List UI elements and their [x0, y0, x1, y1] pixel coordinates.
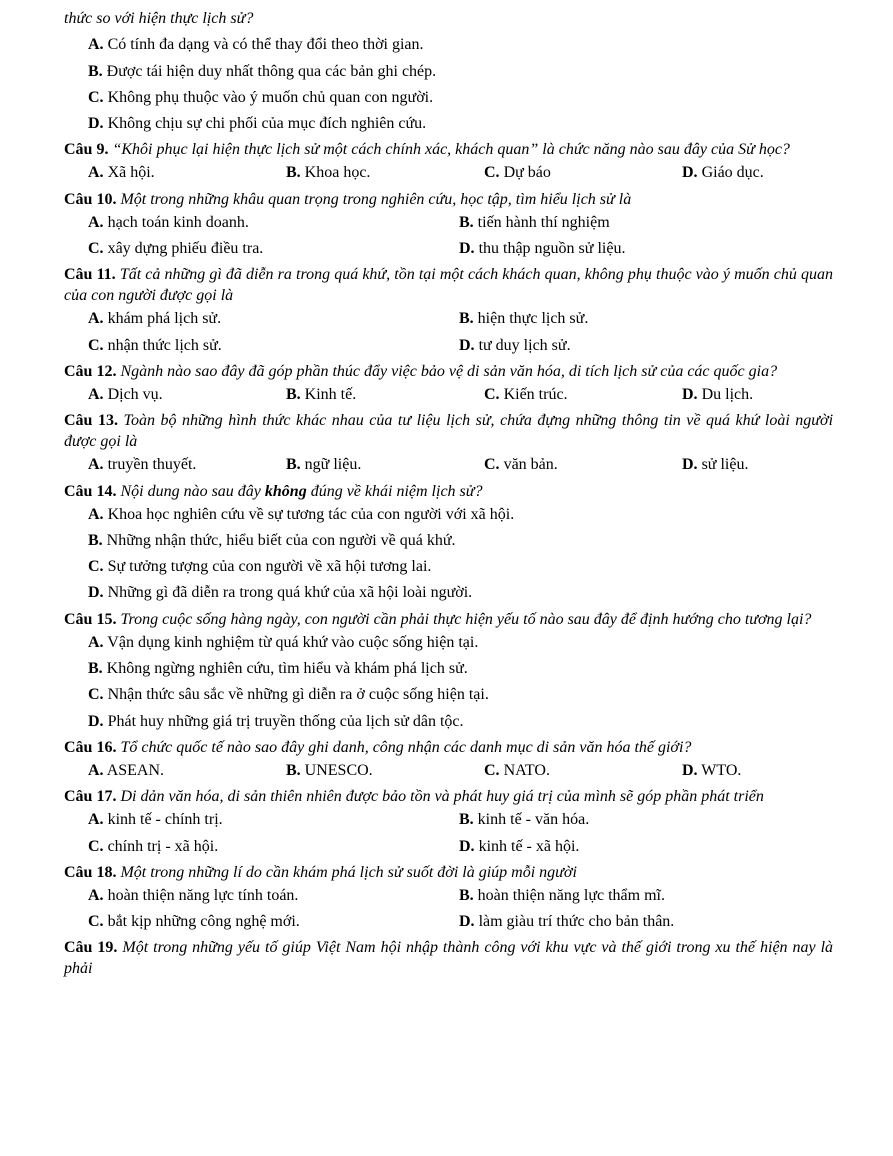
question-stem: [64, 410, 833, 452]
question-block: [64, 609, 833, 735]
options: [64, 306, 833, 359]
question-text: Một trong những lí do cần khám phá lịch sử suốt đời là giúp mỗi người: [120, 863, 577, 881]
option-row: [88, 382, 833, 408]
continuation-block: [64, 6, 833, 137]
option-a: A. Dịch vụ.: [88, 385, 163, 403]
option-b: B. Được tái hiện duy nhất thông qua các bản ghi chép.: [88, 62, 437, 80]
option-c: C. chính trị - xã hội.: [88, 837, 219, 855]
option-d: D. kinh tế - xã hội.: [459, 837, 580, 855]
option-a: A. khám phá lịch sử.: [88, 310, 222, 328]
option-row: [88, 758, 833, 784]
question-text: Tổ chức quốc tế nào sao đây ghi danh, công nhận các danh mục di sản văn hóa thế giới?: [120, 738, 692, 756]
question-text: Một trong những yếu tố giúp Việt Nam hội nhập thành công với khu vực và thế giới trong xu thế hiện nay là phải: [64, 939, 834, 978]
option-a: A. ASEAN.: [88, 761, 165, 779]
option-d: D. Du lịch.: [682, 385, 754, 403]
option-row: [88, 909, 833, 935]
question-block: [64, 862, 833, 936]
option-c: C. Kiến trúc.: [484, 385, 568, 403]
option-a: A. Vận dụng kinh nghiệm từ quá khứ vào cuộc sống hiện tại.: [88, 633, 479, 651]
question-text: Nội dung nào sau đây: [120, 482, 265, 500]
options: [64, 382, 833, 408]
option-c: C. Nhận thức sâu sắc về những gì diễn ra ở cuộc sống hiện tại.: [88, 686, 489, 704]
question-label: Câu 16.: [64, 738, 117, 756]
question-label: Câu 18.: [64, 863, 117, 881]
question-text: Ngành nào sao đây đã góp phần thúc đẩy việc bảo vệ di sản văn hóa, di tích lịch sử của các quốc gia?: [120, 362, 778, 380]
question-stem: [64, 361, 833, 382]
question-text: Trong cuộc sống hàng ngày, con người cần phải thực hiện yếu tố nào sau đây để định hướng cho tương lại?: [120, 610, 812, 628]
option-row: [88, 807, 833, 833]
option-b: B. hiện thực lịch sử.: [459, 310, 589, 328]
question-label: Câu 17.: [64, 788, 117, 806]
option-c: C. Không phụ thuộc vào ý muốn chủ quan con người.: [88, 88, 434, 106]
question-stem: [64, 737, 833, 758]
options: [64, 160, 833, 186]
option-d: D. tư duy lịch sử.: [459, 336, 571, 354]
question-text: đúng về khái niệm lịch sử?: [306, 482, 483, 500]
options: [64, 452, 833, 478]
option-a: A. Khoa học nghiên cứu về sự tương tác của con người với xã hội.: [88, 505, 515, 523]
options: [64, 883, 833, 936]
question-block: [64, 264, 833, 359]
option-row: [88, 834, 833, 860]
question-label: Câu 9.: [64, 141, 109, 159]
options: [64, 502, 833, 607]
continuation-stem: thức so với hiện thực lịch sử?: [64, 10, 254, 27]
option-row: [88, 452, 833, 478]
question-text: “Khôi phục lại hiện thực lịch sử một cách chính xác, khách quan” là chức năng nào sau đây của Sử học?: [112, 141, 790, 159]
option-a: A. truyền thuyết.: [88, 456, 197, 474]
options: [64, 630, 833, 735]
option-a: A. Có tính đa dạng và có thể thay đổi theo thời gian.: [88, 36, 424, 54]
option-b: B. Khoa học.: [286, 164, 371, 182]
option-b: B. kinh tế - văn hóa.: [459, 811, 590, 829]
question-stem: [64, 481, 833, 502]
option-row: [88, 883, 833, 909]
option-b: B. hoàn thiện năng lực thẩm mĩ.: [459, 886, 665, 904]
option-d: D. Phát huy những giá trị truyền thống của lịch sử dân tộc.: [88, 712, 464, 730]
question-block: [64, 481, 833, 607]
option-d: D. Những gì đã diễn ra trong quá khứ của xã hội loài người.: [88, 584, 473, 602]
question-list: [64, 139, 833, 979]
question-block: [64, 189, 833, 263]
option-row: [88, 306, 833, 332]
options: [64, 807, 833, 860]
question-text: Toàn bộ những hình thức khác nhau của tư liệu lịch sử, chứa đựng những thông tin về quá khứ loài người được gọi là: [64, 412, 834, 451]
question-block: [64, 786, 833, 860]
option-a: A. kinh tế - chính trị.: [88, 811, 223, 829]
question-block: [64, 410, 833, 478]
option-a: A. hạch toán kinh doanh.: [88, 213, 249, 231]
question-label: Câu 11.: [64, 266, 116, 284]
question-block: [64, 361, 833, 408]
option-b: B. ngữ liệu.: [286, 456, 362, 474]
options: [64, 758, 833, 784]
option-c: C. NATO.: [484, 761, 550, 779]
options: [64, 210, 833, 263]
question-stem: [64, 139, 833, 160]
option-b: B. UNESCO.: [286, 761, 373, 779]
question-label: Câu 13.: [64, 412, 118, 430]
question-stem: [64, 189, 833, 210]
question-block: [64, 737, 833, 784]
option-d: D. thu thập nguồn sử liệu.: [459, 240, 626, 258]
option-d: D. sử liệu.: [682, 456, 749, 474]
option-a: A. Xã hội.: [88, 164, 155, 182]
option-d: D. Giáo dục.: [682, 164, 764, 182]
question-stem: [64, 862, 833, 883]
question-emphasis: không: [264, 482, 307, 500]
option-d: D. WTO.: [682, 761, 742, 779]
option-b: B. Kinh tế.: [286, 385, 357, 403]
option-b: B. tiến hành thí nghiệm: [459, 213, 610, 231]
option-c: C. văn bản.: [484, 456, 558, 474]
option-a: A. hoàn thiện năng lực tính toán.: [88, 886, 299, 904]
question-stem: [64, 786, 833, 807]
question-label: Câu 19.: [64, 939, 118, 957]
continuation-options: [64, 32, 833, 137]
option-d: D. làm giàu trí thức cho bản thân.: [459, 913, 675, 931]
option-c: C. Dự báo: [484, 164, 551, 182]
question-text: Một trong những khâu quan trọng trong nghiên cứu, học tập, tìm hiểu lịch sử là: [120, 190, 632, 208]
question-stem: [64, 264, 833, 306]
option-c: C. Sự tưởng tượng của con người về xã hội tương lai.: [88, 558, 432, 576]
option-b: B. Không ngừng nghiên cứu, tìm hiểu và khám phá lịch sử.: [88, 660, 468, 678]
question-label: Câu 14.: [64, 482, 117, 500]
question-label: Câu 12.: [64, 362, 117, 380]
option-c: C. xây dựng phiếu điều tra.: [88, 240, 264, 258]
question-stem: [64, 937, 833, 979]
question-text: Di dản văn hóa, di sản thiên nhiên được bảo tồn và phát huy giá trị của mình sẽ góp phần phát triển: [120, 788, 764, 806]
option-b: B. Những nhận thức, hiểu biết của con người về quá khứ.: [88, 531, 456, 549]
option-d: D. Không chịu sự chi phối của mục đích nghiên cứu.: [88, 115, 427, 133]
option-row: [88, 210, 833, 236]
question-stem: [64, 609, 833, 630]
question-block: [64, 937, 833, 979]
question-text: Tất cả những gì đã diễn ra trong quá khứ, tồn tại một cách khách quan, không phụ thuộc vào ý muốn chủ quan của con người được gọi là: [64, 266, 834, 305]
option-c: C. bắt kịp những công nghệ mới.: [88, 913, 300, 931]
question-block: [64, 139, 833, 186]
option-c: C. nhận thức lịch sử.: [88, 336, 222, 354]
question-label: Câu 15.: [64, 610, 117, 628]
option-row: [88, 333, 833, 359]
question-label: Câu 10.: [64, 190, 117, 208]
option-row: [88, 236, 833, 262]
option-row: [88, 160, 833, 186]
